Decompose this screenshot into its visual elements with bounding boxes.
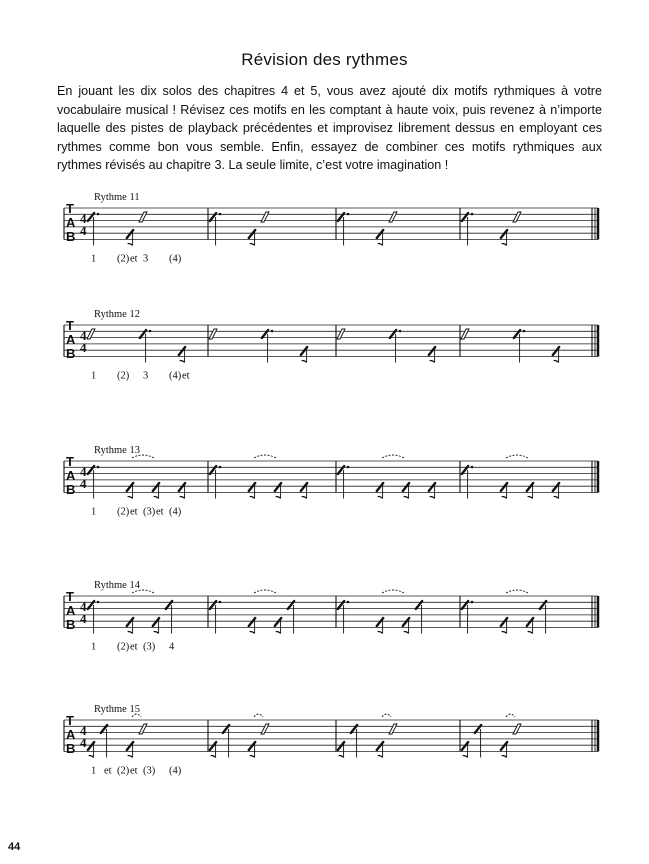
note-flag — [302, 497, 307, 499]
rhythm-system — [64, 192, 598, 265]
tie — [506, 714, 515, 717]
exercise-label: Rythme 15 — [94, 704, 140, 715]
count-label: et — [130, 506, 138, 518]
dot — [219, 601, 222, 604]
dot — [347, 466, 350, 469]
note-flag — [554, 361, 559, 363]
tie — [506, 455, 528, 458]
count-label: (2) — [117, 370, 130, 382]
time-signature-bottom: 4 — [80, 611, 87, 626]
count-label: 3 — [143, 253, 149, 265]
dot — [523, 330, 526, 333]
time-signature-top: 4 — [80, 599, 87, 614]
exercise-label: Rythme 12 — [94, 309, 140, 320]
count-label: 1 — [91, 765, 97, 777]
tab-clef-letter: B — [66, 346, 76, 361]
tab-clef-letter: A — [66, 332, 76, 347]
tie — [382, 455, 404, 458]
count-label: 4 — [169, 641, 175, 653]
note-flag — [554, 497, 559, 499]
note-flag — [128, 497, 133, 499]
note-flag — [502, 756, 507, 758]
note-flag — [154, 632, 159, 634]
note-flag — [89, 756, 94, 758]
exercise-label: Rythme 11 — [94, 192, 140, 203]
dot — [471, 601, 474, 604]
note-flag — [302, 361, 307, 363]
rhythm-system — [64, 704, 598, 777]
rhythm-system — [64, 580, 598, 653]
rhythm-system — [64, 445, 598, 518]
count-label: et — [156, 506, 164, 518]
time-signature-top: 4 — [80, 328, 87, 343]
time-signature-bottom: 4 — [80, 735, 87, 750]
note-flag — [378, 756, 383, 758]
intro-paragraph: En jouant les dix solos des chapitres 4 et 5, vous avez ajouté dix motifs rythmiques à votre vocabulaire musical ! Révisez ces motifs en les comptant à haute voix, puis revenez à n’importe laquelle des pistes de playback précédentes et improvisez librement dessus en employant ces rythmes comme bon vous semble. Enfin, essayez de combiner ces motifs rythmiques aux rythmes révisés au chapitre 3. La seule limite, c’est votre imagination ! — [57, 84, 602, 173]
count-label: 3 — [143, 370, 149, 382]
note-flag — [430, 497, 435, 499]
count-label: et — [130, 253, 138, 265]
note-flag — [502, 632, 507, 634]
note-flag — [276, 497, 281, 499]
note-flag — [250, 497, 255, 499]
note-flag — [276, 632, 281, 634]
dot — [97, 466, 100, 469]
note-flag — [180, 361, 185, 363]
note-flag — [404, 632, 409, 634]
dot — [347, 601, 350, 604]
tab-clef-letter: B — [66, 741, 76, 756]
time-signature-bottom: 4 — [80, 476, 87, 491]
note-flag — [378, 244, 383, 246]
count-label: (4) — [169, 370, 182, 382]
dot — [471, 466, 474, 469]
count-label: (4) — [169, 253, 182, 265]
tab-clef-letter: B — [66, 229, 76, 244]
dot — [97, 601, 100, 604]
note-flag — [528, 632, 533, 634]
tie — [506, 590, 528, 593]
dot — [97, 213, 100, 216]
tab-clef-letter: T — [66, 589, 74, 604]
count-label: (2) — [117, 641, 130, 653]
count-label: et — [182, 370, 190, 382]
page-number: 44 — [8, 841, 21, 853]
tab-clef-letter: A — [66, 468, 76, 483]
count-label: 1 — [91, 253, 97, 265]
note-flag — [250, 756, 255, 758]
note-flag — [250, 244, 255, 246]
note-flag — [378, 632, 383, 634]
time-signature-top: 4 — [80, 723, 87, 738]
count-label: (3) — [143, 641, 156, 653]
tie — [254, 455, 276, 458]
note-flag — [154, 497, 159, 499]
dot — [399, 330, 402, 333]
tab-clef-letter: A — [66, 727, 76, 742]
time-signature-bottom: 4 — [80, 223, 87, 238]
note-flag — [404, 497, 409, 499]
tab-clef-letter: A — [66, 215, 76, 230]
note-flag — [339, 756, 344, 758]
dot — [219, 466, 222, 469]
dot — [149, 330, 152, 333]
note-flag — [128, 244, 133, 246]
time-signature-top: 4 — [80, 211, 87, 226]
exercise-label: Rythme 14 — [94, 580, 140, 591]
count-label: 1 — [91, 641, 97, 653]
page-title: Révision des rythmes — [241, 50, 408, 69]
tab-clef-letter: T — [66, 713, 74, 728]
dot — [271, 330, 274, 333]
note-flag — [430, 361, 435, 363]
count-label: et — [104, 765, 112, 777]
count-label: (4) — [169, 506, 182, 518]
tab-clef-letter: B — [66, 617, 76, 632]
note-flag — [128, 632, 133, 634]
note-flag — [128, 756, 133, 758]
tie — [254, 590, 276, 593]
time-signature-bottom: 4 — [80, 340, 87, 355]
count-label: (4) — [169, 765, 182, 777]
note-flag — [502, 497, 507, 499]
exercise-label: Rythme 13 — [94, 445, 140, 456]
note-flag — [528, 497, 533, 499]
count-label: (3) — [143, 765, 156, 777]
dot — [347, 213, 350, 216]
note-flag — [378, 497, 383, 499]
tab-clef-letter: A — [66, 603, 76, 618]
rhythm-system — [64, 309, 598, 382]
tab-clef-letter: T — [66, 454, 74, 469]
tab-clef-letter: T — [66, 201, 74, 216]
count-label: 1 — [91, 370, 97, 382]
tab-clef-letter: B — [66, 482, 76, 497]
count-label: (2) — [117, 253, 130, 265]
tie — [254, 714, 263, 717]
note-flag — [250, 632, 255, 634]
time-signature-top: 4 — [80, 464, 87, 479]
tie — [382, 714, 391, 717]
note-flag — [463, 756, 468, 758]
count-label: et — [130, 765, 138, 777]
dot — [471, 213, 474, 216]
count-label: (2) — [117, 765, 130, 777]
note-flag — [211, 756, 216, 758]
dot — [219, 213, 222, 216]
note-flag — [180, 497, 185, 499]
note-flag — [502, 244, 507, 246]
count-label: 1 — [91, 506, 97, 518]
count-label: (2) — [117, 506, 130, 518]
count-label: (3) — [143, 506, 156, 518]
tie — [382, 590, 404, 593]
count-label: et — [130, 641, 138, 653]
tab-clef-letter: T — [66, 318, 74, 333]
